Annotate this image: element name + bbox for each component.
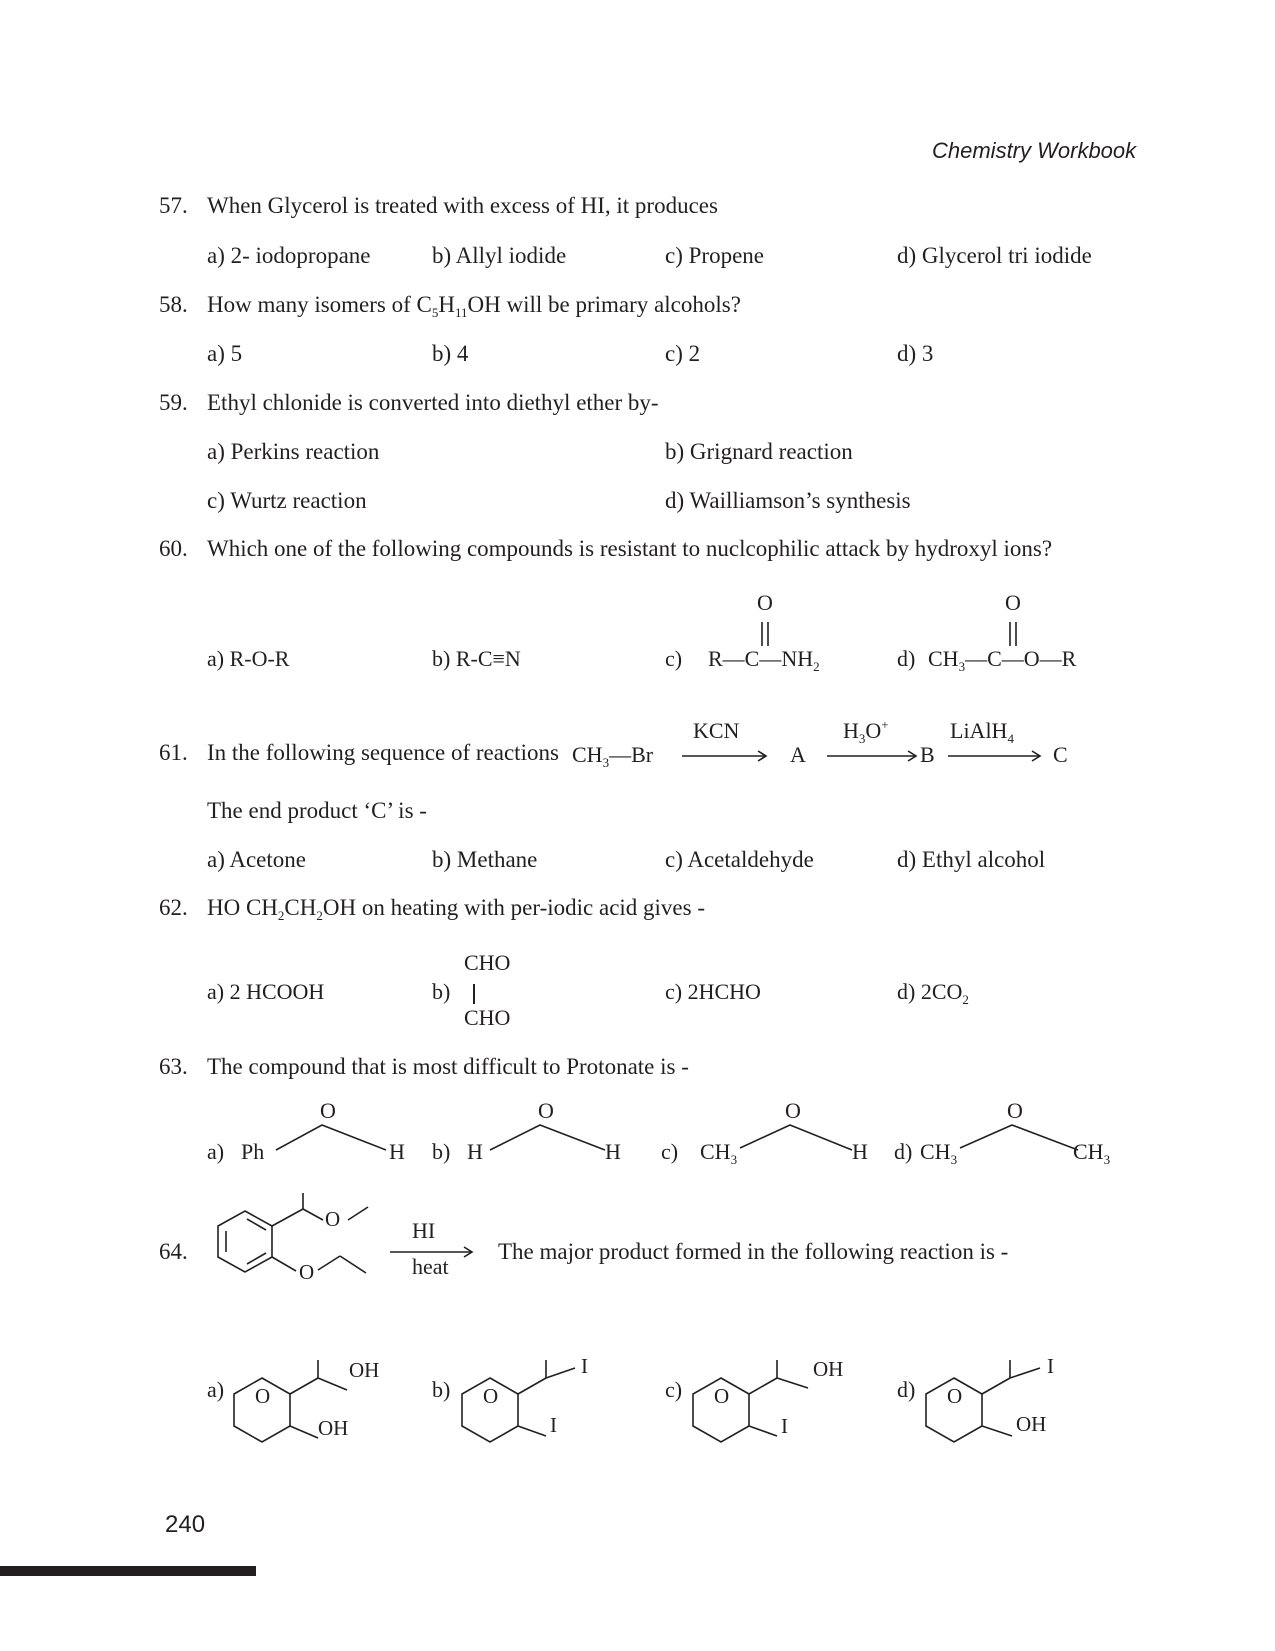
q61-arrow-1 bbox=[682, 751, 766, 761]
option-a: a) R-O-R bbox=[207, 646, 290, 671]
option-a-left-group: Ph bbox=[241, 1139, 265, 1164]
option-b-label: b) bbox=[432, 1377, 451, 1402]
question-number: 63. bbox=[159, 1054, 188, 1079]
option-a-oxygen: O bbox=[320, 1098, 336, 1123]
question-number: 60. bbox=[159, 536, 188, 561]
option-d: d) Glycerol tri iodide bbox=[897, 243, 1092, 268]
option-c-carbonyl-oxygen: O bbox=[757, 590, 773, 615]
q64-option-b-structure bbox=[462, 1360, 575, 1442]
option-a: a) 2- iodopropane bbox=[207, 243, 371, 268]
q61-arrow-3 bbox=[948, 751, 1040, 761]
option-c-oh-top: OH bbox=[813, 1357, 844, 1381]
q63-d-bonds bbox=[960, 1125, 1078, 1150]
option-b: b) 4 bbox=[432, 341, 469, 366]
reagent-2: $H_3O^+$ bbox=[843, 717, 889, 746]
question-text: In the following sequence of reactions bbox=[207, 740, 559, 765]
option-d-i-top: I bbox=[1047, 1354, 1054, 1378]
option-d: d) 3 bbox=[897, 341, 934, 366]
option-c: c) Acetaldehyde bbox=[665, 847, 814, 872]
option-d: d) Wailliamson’s synthesis bbox=[665, 488, 911, 513]
q64-option-c-structure bbox=[693, 1360, 808, 1442]
option-c-amide-chain: $R—C—NH_2$ bbox=[708, 646, 820, 674]
option-c: c) Propene bbox=[665, 243, 764, 268]
q60-d-carbonyl-bond bbox=[1010, 622, 1016, 646]
question-number: 58. bbox=[159, 292, 188, 317]
option-b: b) Methane bbox=[432, 847, 538, 872]
option-c: c) 2HCHO bbox=[665, 979, 761, 1004]
page-number: 240 bbox=[165, 1511, 206, 1538]
option-c-right-group: H bbox=[852, 1139, 868, 1164]
option-a-right-group: H bbox=[389, 1139, 405, 1164]
option-d-carbonyl-oxygen: O bbox=[1005, 590, 1021, 615]
q63-b-bonds bbox=[490, 1125, 605, 1150]
option-b-left-group: H bbox=[467, 1139, 483, 1164]
reagent-top: HI bbox=[412, 1218, 436, 1243]
q63-c-bonds bbox=[740, 1125, 852, 1150]
q64-option-d-structure bbox=[926, 1360, 1040, 1442]
option-d-label: d) bbox=[897, 646, 916, 671]
option-d-right-group: $CH_3$ bbox=[1073, 1139, 1111, 1167]
running-header: Chemistry Workbook bbox=[932, 138, 1137, 163]
option-d-label: d) bbox=[897, 1377, 916, 1402]
option-c-left-group: $CH_3$ bbox=[700, 1139, 738, 1167]
reagent-1: KCN bbox=[693, 718, 740, 743]
question-number: 59. bbox=[159, 390, 188, 415]
option-b-right-group: H bbox=[605, 1139, 621, 1164]
q61-arrow-2 bbox=[827, 751, 916, 761]
option-b: b) Grignard reaction bbox=[665, 439, 853, 464]
q64-reaction-arrow bbox=[390, 1247, 472, 1257]
option-d: d) Ethyl alcohol bbox=[897, 847, 1046, 872]
option-c-label: c) bbox=[665, 1377, 683, 1402]
option-a: a) 5 bbox=[207, 341, 243, 366]
option-c-label: c) bbox=[665, 646, 683, 671]
option-d-left-group: $CH_3$ bbox=[920, 1139, 958, 1167]
option-c-label: c) bbox=[661, 1139, 679, 1164]
option-c-ring-o: O bbox=[714, 1384, 730, 1408]
question-text: Ethyl chlonide is converted into diethyl ether by- bbox=[207, 390, 659, 415]
question-number: 62. bbox=[159, 895, 188, 920]
option-c: c) 2 bbox=[665, 341, 701, 366]
reagent-bottom: heat bbox=[412, 1254, 449, 1279]
option-c: c) Wurtz reaction bbox=[207, 488, 367, 513]
option-a-label: a) bbox=[207, 1139, 225, 1164]
option-a: a) 2 HCOOH bbox=[207, 979, 325, 1004]
option-a-ring-o: O bbox=[255, 1384, 271, 1408]
question-text: The major product formed in the following reaction is - bbox=[498, 1239, 1009, 1264]
q64-reactant-oxygen-1: O bbox=[325, 1207, 341, 1231]
option-c-oxygen: O bbox=[785, 1098, 801, 1123]
q64-reactant-oxygen-2: O bbox=[299, 1260, 315, 1284]
option-b-top: CHO bbox=[464, 950, 511, 975]
footer-bar bbox=[0, 1566, 256, 1576]
question-text: HO $CH_2CH_2OH$ on heating with per-iodic acid gives - bbox=[207, 895, 706, 923]
option-a: a) Acetone bbox=[207, 847, 306, 872]
option-d-ester-chain: $CH_3—C—O—R$ bbox=[928, 646, 1077, 674]
option-a: a) Perkins reaction bbox=[207, 439, 380, 464]
option-b-label: b) bbox=[432, 979, 451, 1004]
option-d: d) $2CO_2$ bbox=[897, 979, 969, 1007]
product-c: C bbox=[1053, 742, 1068, 767]
option-b-bottom: CHO bbox=[464, 1005, 511, 1030]
option-a-label: a) bbox=[207, 1377, 225, 1402]
option-a-oh-top: OH bbox=[349, 1358, 380, 1382]
option-b: b) Allyl iodide bbox=[432, 243, 567, 268]
option-b-i-top: I bbox=[581, 1354, 588, 1378]
option-b-oxygen: O bbox=[538, 1098, 554, 1123]
question-text-line2: The end product ‘C’ is - bbox=[207, 798, 427, 823]
question-text: The compound that is most difficult to Protonate is - bbox=[207, 1054, 689, 1079]
option-c-i-bottom: I bbox=[781, 1414, 788, 1438]
option-b: b) R-C≡N bbox=[432, 646, 521, 671]
question-number: 57. bbox=[159, 193, 188, 218]
question-number: 64. bbox=[159, 1239, 188, 1264]
option-b-i-bottom: I bbox=[550, 1413, 557, 1437]
option-d-oxygen: O bbox=[1007, 1098, 1023, 1123]
q64-option-a-structure bbox=[234, 1360, 347, 1442]
option-b-ring-o: O bbox=[483, 1384, 499, 1408]
q63-a-bonds bbox=[276, 1125, 386, 1150]
option-a-oh-bottom: OH bbox=[318, 1416, 349, 1440]
option-d-oh-bottom: OH bbox=[1016, 1412, 1047, 1436]
question-text: How many isomers of $C_5H_{11}OH$ will be primary alcohols? bbox=[207, 292, 741, 320]
q60-c-carbonyl-bond bbox=[762, 622, 768, 646]
q64-reactant-structure bbox=[218, 1193, 368, 1273]
product-b: B bbox=[920, 742, 935, 767]
question-number: 61. bbox=[159, 740, 188, 765]
option-d-label: d) bbox=[894, 1139, 913, 1164]
question-text: Which one of the following compounds is resistant to nuclcophilic attack by hydroxyl ions? bbox=[207, 536, 1053, 561]
reagent-3: LiAlH$_4$ bbox=[950, 718, 1014, 746]
option-d-ring-o: O bbox=[947, 1384, 963, 1408]
option-b-label: b) bbox=[432, 1139, 451, 1164]
product-a: A bbox=[790, 742, 806, 767]
question-text: When Glycerol is treated with excess of HI, it produces bbox=[207, 193, 718, 218]
starting-material: $CH_3—Br$ bbox=[572, 742, 654, 770]
